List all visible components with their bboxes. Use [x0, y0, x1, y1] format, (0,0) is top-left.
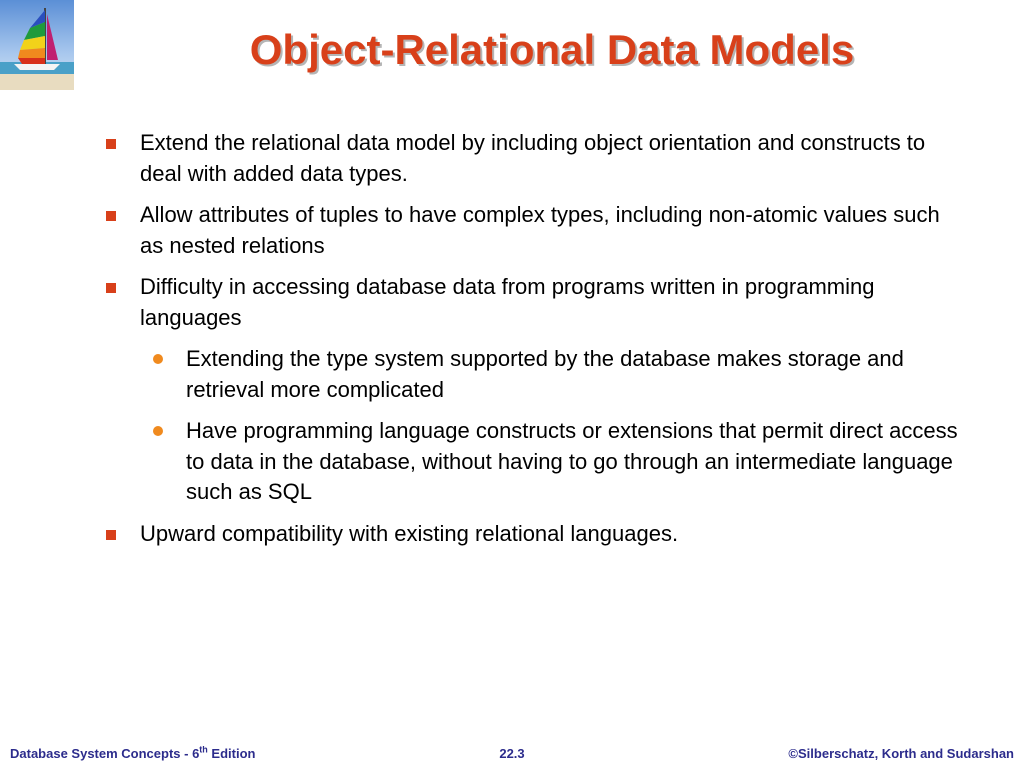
bullet-item [100, 128, 960, 189]
square-bullet-icon [106, 283, 116, 293]
sailboat-logo-icon [0, 0, 74, 90]
bullet-text: Upward compatibility with existing relational languages. [140, 520, 679, 546]
subbullet-item [100, 416, 960, 508]
bullet-item [100, 519, 960, 550]
footer-book-prefix: Database System Concepts - 6 [10, 746, 200, 761]
bullet-item [100, 272, 960, 333]
round-bullet-icon [153, 426, 163, 436]
bullet-text: Extend the relational data model by including object orientation and constructs to deal with added data types. [140, 130, 926, 186]
square-bullet-icon [106, 139, 116, 149]
bullet-list [100, 128, 960, 560]
square-bullet-icon [106, 211, 116, 221]
footer-book-suffix: Edition [207, 746, 256, 761]
footer-book-sup: th [199, 744, 208, 755]
subbullet-text: Extending the type system supported by the database makes storage and retrieval more complicated [186, 346, 904, 402]
footer-copyright: ©Silberschatz, Korth and Sudarshan [788, 746, 1014, 761]
subbullet-text: Have programming language constructs or extensions that permit direct access to data in the database, without having to go through an intermediate language such as SQL [186, 418, 958, 504]
bullet-item [100, 200, 960, 261]
footer [0, 746, 1024, 764]
bullet-text: Difficulty in accessing database data from programs written in programming languages [140, 274, 875, 330]
round-bullet-icon [153, 354, 163, 364]
square-bullet-icon [106, 530, 116, 540]
footer-page-number: 22.3 [499, 746, 525, 761]
slide-title: Object-Relational Data Models [249, 26, 855, 73]
subbullet-item [100, 344, 960, 405]
bullet-text: Allow attributes of tuples to have complex types, including non-atomic values such as nested relations [140, 202, 940, 258]
